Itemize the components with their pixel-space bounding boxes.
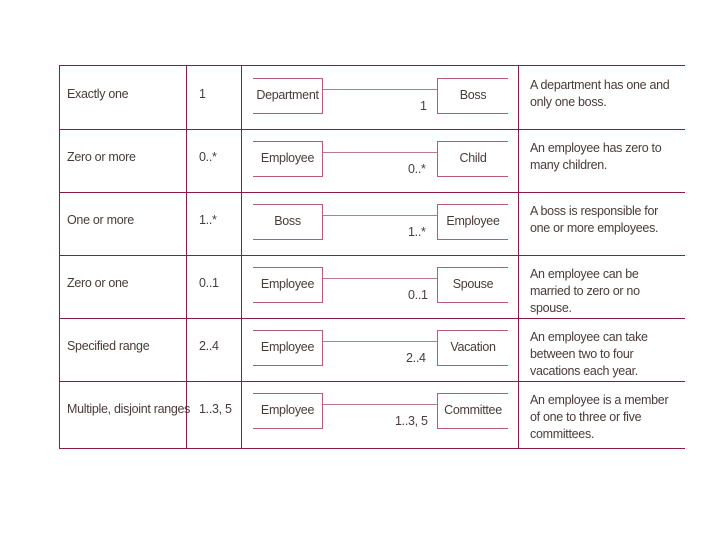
left-class-box: Boss	[253, 204, 323, 240]
association-line	[323, 404, 437, 405]
left-class-box: Department	[253, 78, 323, 114]
left-class-box: Employee	[253, 330, 323, 366]
association-multiplicity: 2..4	[406, 351, 426, 365]
left-class-box: Employee	[253, 393, 323, 429]
right-class-box: Employee	[437, 204, 508, 240]
right-class-box: Vacation	[437, 330, 508, 366]
association-line	[323, 215, 437, 216]
multiplicity-notation: 1..3, 5	[199, 402, 232, 416]
association-line	[323, 278, 437, 279]
multiplicity-notation: 1..*	[199, 213, 217, 227]
right-class-box: Boss	[437, 78, 508, 114]
description-text: A boss is responsible for one or more employees.	[530, 204, 659, 235]
right-class-box: Spouse	[437, 267, 508, 303]
multiplicity-label: Exactly one	[67, 87, 129, 101]
association-line	[323, 89, 437, 90]
right-class-box: Committee	[437, 393, 508, 429]
description-text: A department has one and only one boss.	[530, 78, 670, 109]
multiplicity-notation: 2..4	[199, 339, 219, 353]
description-text: An employee is a member of one to three or five committees.	[530, 393, 669, 441]
description-text: An employee can be married to zero or no spouse.	[530, 267, 640, 315]
multiplicity-notation: 0..1	[199, 276, 219, 290]
description-text: An employee has zero to many children.	[530, 141, 662, 172]
association-multiplicity: 1	[420, 99, 427, 113]
multiplicity-label: Multiple, disjoint ranges	[67, 402, 191, 416]
multiplicity-label: Specified range	[67, 339, 150, 353]
association-line	[323, 341, 437, 342]
table-row	[60, 66, 686, 129]
association-multiplicity: 0..*	[408, 162, 426, 176]
description-text: An employee can take between two to four vacations each year.	[530, 330, 648, 378]
association-multiplicity: 1..3, 5	[395, 414, 428, 428]
multiplicity-notation: 1	[199, 87, 206, 101]
multiplicity-notation: 0..*	[199, 150, 217, 164]
association-multiplicity: 1..*	[408, 225, 426, 239]
multiplicity-label: Zero or one	[67, 276, 129, 290]
table-row	[60, 318, 686, 381]
multiplicity-label: One or more	[67, 213, 134, 227]
left-class-box: Employee	[253, 267, 323, 303]
table-row	[60, 192, 686, 255]
table-row	[60, 129, 686, 192]
multiplicity-label: Zero or more	[67, 150, 136, 164]
multiplicity-table	[59, 65, 685, 449]
association-line	[323, 152, 437, 153]
table-row	[60, 381, 686, 444]
right-class-box: Child	[437, 141, 508, 177]
left-class-box: Employee	[253, 141, 323, 177]
table-row	[60, 255, 686, 318]
association-multiplicity: 0..1	[408, 288, 428, 302]
